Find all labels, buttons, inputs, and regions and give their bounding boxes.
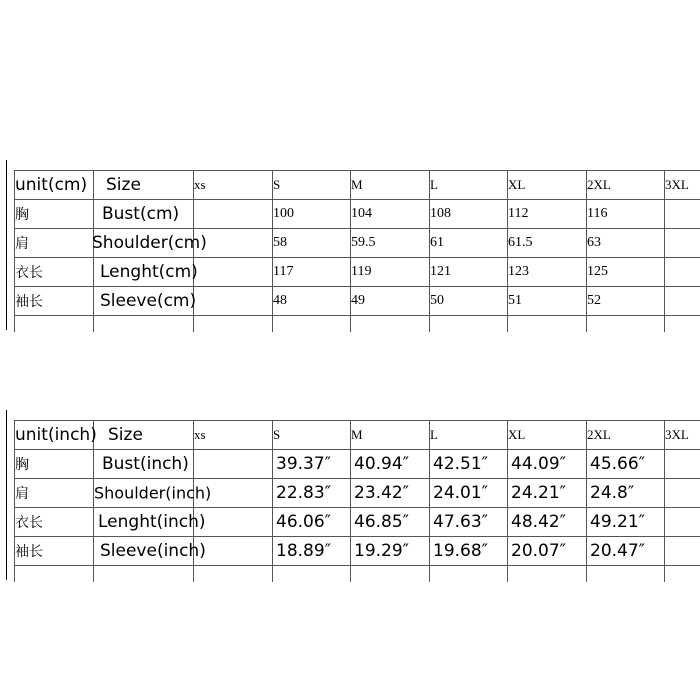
- row-label-zh: 肩: [15, 479, 94, 508]
- size-label: Size: [94, 171, 194, 200]
- cell-xl: 20.07″: [508, 537, 587, 566]
- empty-cell: [508, 566, 587, 583]
- empty-cell: [587, 316, 665, 333]
- cell-2xl: 125: [587, 258, 665, 287]
- cell-xs: [194, 258, 273, 287]
- cell-3xl: [665, 229, 700, 258]
- cell-2xl: 49.21″: [587, 508, 665, 537]
- table-row: [15, 450, 700, 479]
- cell-m: 46.85″: [351, 508, 430, 537]
- size-m: M: [351, 421, 430, 450]
- row-label-zh: 胸: [15, 200, 94, 229]
- cell-xl: 24.21″: [508, 479, 587, 508]
- empty-cell: [194, 316, 273, 333]
- cell-s: 22.83″: [273, 479, 351, 508]
- table-row: [15, 508, 700, 537]
- empty-cell: [94, 316, 194, 333]
- cell-2xl: 24.8″: [587, 479, 665, 508]
- row-label-zh: 袖长: [15, 537, 94, 566]
- empty-cell: [194, 566, 273, 583]
- cell-l: 108: [430, 200, 508, 229]
- empty-cell: [508, 316, 587, 333]
- cell-3xl: [665, 287, 700, 316]
- cell-xl: 112: [508, 200, 587, 229]
- cell-xs: [194, 200, 273, 229]
- cell-m: 104: [351, 200, 430, 229]
- size-l: L: [430, 421, 508, 450]
- cell-2xl: 45.66″: [587, 450, 665, 479]
- empty-row: [15, 566, 700, 583]
- size-label: Size: [94, 421, 194, 450]
- unit-label: unit(cm): [15, 171, 94, 200]
- empty-cell: [15, 566, 94, 583]
- cell-m: 59.5: [351, 229, 430, 258]
- cell-xl: 123: [508, 258, 587, 287]
- row-label: Shoulder(cm): [94, 229, 194, 258]
- left-border-line: [6, 410, 7, 580]
- cell-xs: [194, 287, 273, 316]
- cell-xl: 48.42″: [508, 508, 587, 537]
- cell-xl: 44.09″: [508, 450, 587, 479]
- cell-m: 19.29″: [351, 537, 430, 566]
- table-row: [15, 479, 700, 508]
- size-3xl: 3XL: [665, 171, 700, 200]
- size-3xl: 3XL: [665, 421, 700, 450]
- row-label: Lenght(inch): [94, 508, 194, 537]
- size-s: S: [273, 171, 351, 200]
- size-xs: xs: [194, 171, 273, 200]
- size-xs: xs: [194, 421, 273, 450]
- table-row: [15, 258, 700, 287]
- row-label-zh: 袖长: [15, 287, 94, 316]
- empty-cell: [430, 566, 508, 583]
- size-table-inch: [14, 420, 700, 582]
- row-label: Bust(inch): [94, 450, 194, 479]
- cell-2xl: 52: [587, 287, 665, 316]
- empty-cell: [430, 316, 508, 333]
- cell-s: 117: [273, 258, 351, 287]
- empty-cell: [94, 566, 194, 583]
- cell-3xl: [665, 479, 700, 508]
- cell-3xl: [665, 200, 700, 229]
- size-2xl: 2XL: [587, 171, 665, 200]
- cell-l: 24.01″: [430, 479, 508, 508]
- row-label-zh: 胸: [15, 450, 94, 479]
- cell-m: 23.42″: [351, 479, 430, 508]
- cell-3xl: [665, 258, 700, 287]
- size-s: S: [273, 421, 351, 450]
- cell-s: 46.06″: [273, 508, 351, 537]
- cell-s: 39.37″: [273, 450, 351, 479]
- empty-cell: [665, 566, 700, 583]
- size-2xl: 2XL: [587, 421, 665, 450]
- cell-3xl: [665, 508, 700, 537]
- cell-xl: 51: [508, 287, 587, 316]
- header-row: [15, 171, 700, 200]
- row-label: Sleeve(inch): [94, 537, 194, 566]
- table-row: [15, 287, 700, 316]
- cell-xs: [194, 450, 273, 479]
- cell-2xl: 116: [587, 200, 665, 229]
- empty-cell: [665, 316, 700, 333]
- row-label: Bust(cm): [94, 200, 194, 229]
- header-row: [15, 421, 700, 450]
- cell-2xl: 63: [587, 229, 665, 258]
- row-label-zh: 肩: [15, 229, 94, 258]
- cell-l: 19.68″: [430, 537, 508, 566]
- size-table-cm: [14, 170, 700, 332]
- cell-l: 47.63″: [430, 508, 508, 537]
- row-label: Shoulder(inch): [94, 479, 194, 508]
- row-label-zh: 衣长: [15, 258, 94, 287]
- unit-label: unit(inch): [15, 421, 94, 450]
- size-xl: XL: [508, 171, 587, 200]
- table-row: [15, 200, 700, 229]
- cell-3xl: [665, 450, 700, 479]
- cell-m: 119: [351, 258, 430, 287]
- empty-row: [15, 316, 700, 333]
- empty-cell: [351, 316, 430, 333]
- table-row: [15, 229, 700, 258]
- size-l: L: [430, 171, 508, 200]
- empty-cell: [587, 566, 665, 583]
- table-row: [15, 537, 700, 566]
- empty-cell: [273, 566, 351, 583]
- cell-m: 40.94″: [351, 450, 430, 479]
- size-m: M: [351, 171, 430, 200]
- cell-s: 100: [273, 200, 351, 229]
- empty-cell: [273, 316, 351, 333]
- cell-3xl: [665, 537, 700, 566]
- empty-cell: [15, 316, 94, 333]
- cell-l: 121: [430, 258, 508, 287]
- cell-s: 58: [273, 229, 351, 258]
- row-label-zh: 衣长: [15, 508, 94, 537]
- cell-m: 49: [351, 287, 430, 316]
- left-border-line: [6, 160, 7, 330]
- row-label: Lenght(cm): [94, 258, 194, 287]
- cell-l: 50: [430, 287, 508, 316]
- row-label: Sleeve(cm): [94, 287, 194, 316]
- cell-s: 48: [273, 287, 351, 316]
- cell-xl: 61.5: [508, 229, 587, 258]
- cell-2xl: 20.47″: [587, 537, 665, 566]
- cell-s: 18.89″: [273, 537, 351, 566]
- size-xl: XL: [508, 421, 587, 450]
- cell-l: 42.51″: [430, 450, 508, 479]
- cell-l: 61: [430, 229, 508, 258]
- empty-cell: [351, 566, 430, 583]
